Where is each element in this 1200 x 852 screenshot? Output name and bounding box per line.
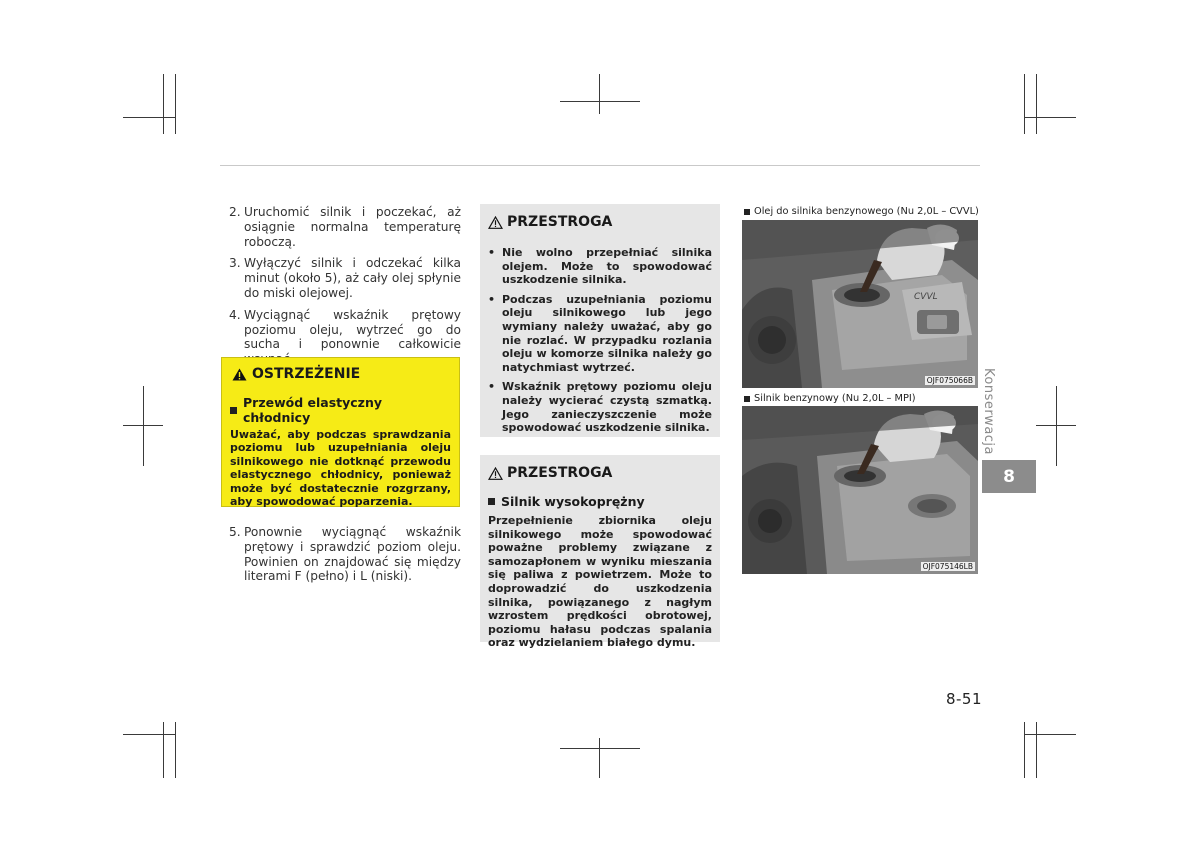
- caution-title: PRZESTROGA: [507, 214, 613, 230]
- step-number: 4.: [229, 307, 241, 322]
- step-number: 2.: [229, 205, 241, 219]
- caution-list: [488, 246, 712, 435]
- caution-header: [488, 214, 712, 230]
- caution-subtitle: Silnik wysokoprężny: [501, 494, 645, 509]
- square-bullet-icon: [744, 396, 750, 402]
- step-text: Wyłączyć silnik i odczekać kilka minut (około 5), aż cały olej spłynie do miski olejowej.: [244, 256, 461, 300]
- list-item: • Wskaźnik prętowy poziomu oleju należy wycierać czystą szmatką. Jego zanieczyszczenie może spowodować uszkodzenie silnika.: [488, 380, 712, 435]
- figure-caption-2: Silnik benzynowy (Nu 2,0L – MPI): [744, 393, 916, 404]
- warning-subtitle: Przewód elastyczny chłodnicy: [243, 395, 383, 425]
- figure-code: OJF075066B: [926, 376, 973, 385]
- chapter-tab: 8: [982, 460, 1036, 493]
- header-rule: [220, 165, 980, 166]
- list-item: • Nie wolno przepełniać silnika olejem. Może to spowodować uszkodzenie silnika.: [488, 246, 712, 287]
- figure-caption-1: Olej do silnika benzynowego (Nu 2,0L – CVVL): [744, 206, 979, 217]
- steps-list: [229, 205, 461, 374]
- step-5: [229, 525, 461, 584]
- square-bullet-icon: [488, 498, 495, 505]
- warning-box: [221, 357, 460, 507]
- caution-box-1: [480, 204, 720, 437]
- step-text: Wyciągnąć wskaźnik prętowy poziomu oleju, wytrzeć go do sucha i ponownie całkowicie: [244, 307, 461, 352]
- square-bullet-icon: [744, 209, 750, 215]
- warning-subtitle-row: [230, 395, 451, 425]
- warning-header: [232, 366, 451, 382]
- step-number: 5.: [229, 525, 241, 539]
- step-2: [229, 205, 461, 249]
- caution-body: Przepełnienie zbiornika oleju silnikowego może spowodować poważne problemy związane z samozapłonem w wyniku mieszania się paliwa z powietrzem. Może to doprowadzić do uszkodzenia silnika, powiązanego z nagłym wzrostem prędkości obrotowej, poziomu hałasu podczas spalania oraz wydzielaniem białego dymu.: [488, 514, 712, 650]
- square-bullet-icon: [230, 407, 237, 414]
- step-3: [229, 256, 461, 300]
- step-text: Ponownie wyciągnąć wskaźnik prętowy i sprawdzić poziom oleju. Powinien on znajdować się między literami F (pełno) i L (niski).: [244, 525, 461, 584]
- list-item: • Podczas uzupełniania poziomu oleju silnikowego lub jego wymiany należy uważać, aby go nie rozlać. W przypadku rozlania oleju w komorze silnika należy go natychmiast wytrzeć.: [488, 292, 712, 374]
- engine-photo-mpi: [742, 406, 978, 574]
- warning-triangle-icon: [232, 368, 247, 381]
- caution-subtitle-row: [488, 494, 712, 509]
- step-number: 3.: [229, 256, 241, 271]
- warning-body: Uważać, aby podczas sprawdzania poziomu lub uzupełniania oleju silnikowego nie dotknąć przewodu elastycznego chłodnicy, ponieważ może być dostatecznie rozgrzany, aby spowodować poparzenia.: [230, 428, 451, 509]
- caution-title: PRZESTROGA: [507, 465, 613, 481]
- caution-triangle-icon: [488, 467, 503, 480]
- step-text: Uruchomić silnik i poczekać, aż osiągnie normalna temperaturę roboczą.: [244, 205, 461, 249]
- engine-illustration: [742, 220, 978, 388]
- engine-illustration: [742, 406, 978, 574]
- engine-photo-cvvl: [742, 220, 978, 388]
- caution-header: [488, 465, 712, 481]
- engine-cover-label: CVVL: [914, 292, 938, 302]
- caution-box-2: [480, 455, 720, 650]
- section-label: Konserwacja: [981, 368, 996, 456]
- warning-title: OSTRZEŻENIE: [252, 366, 361, 382]
- caution-triangle-icon: [488, 216, 503, 229]
- steps-list-continued: [229, 525, 461, 591]
- page-number: 8-51: [945, 690, 982, 708]
- figure-code: OJF075146LB: [922, 562, 973, 571]
